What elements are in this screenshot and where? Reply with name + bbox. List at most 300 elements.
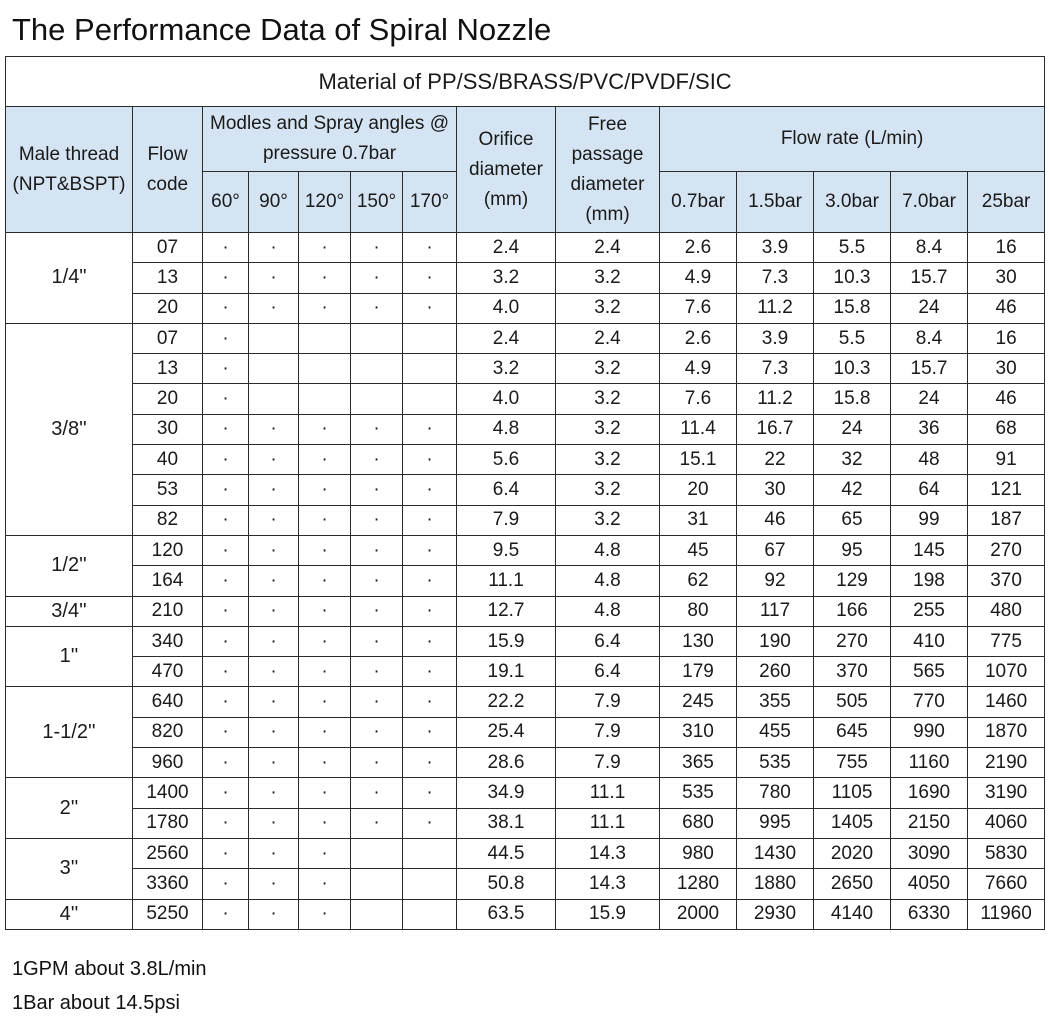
free-passage-cell: 3.2	[556, 475, 660, 505]
flow-rate-cell: 99	[891, 505, 968, 535]
flow-rate-cell: 16	[968, 323, 1045, 353]
table-row	[6, 233, 1045, 263]
spray-angle-dot: ·	[249, 748, 299, 778]
flow-rate-cell: 565	[891, 657, 968, 687]
free-passage-cell: 3.2	[556, 384, 660, 414]
spray-angle-dot: ·	[203, 566, 249, 596]
flow-rate-cell: 7.6	[660, 384, 737, 414]
free-passage-cell: 4.8	[556, 535, 660, 565]
flow-code-cell: 20	[133, 293, 203, 323]
orifice-diameter-cell: 63.5	[457, 899, 556, 929]
flow-rate-cell: 46	[737, 505, 814, 535]
flow-code-cell: 30	[133, 414, 203, 444]
spray-angle-empty	[249, 384, 299, 414]
flow-code-cell: 40	[133, 445, 203, 475]
flow-code-cell: 82	[133, 505, 203, 535]
free-passage-cell: 7.9	[556, 717, 660, 747]
flow-rate-cell: 980	[660, 838, 737, 868]
flow-rate-cell: 4.9	[660, 354, 737, 384]
spray-angle-dot: ·	[403, 293, 457, 323]
spray-angle-dot: ·	[203, 354, 249, 384]
footnote-bar: 1Bar about 14.5psi	[12, 992, 180, 1014]
flow-rate-cell: 15.7	[891, 354, 968, 384]
flow-rate-cell: 42	[814, 475, 891, 505]
flow-rate-cell: 31	[660, 505, 737, 535]
free-passage-cell: 3.2	[556, 445, 660, 475]
free-passage-cell: 3.2	[556, 293, 660, 323]
table-row	[6, 323, 1045, 353]
spray-angle-dot: ·	[351, 233, 403, 263]
flow-rate-cell: 36	[891, 414, 968, 444]
flow-rate-cell: 1070	[968, 657, 1045, 687]
spray-angle-dot: ·	[249, 869, 299, 899]
free-passage-cell: 2.4	[556, 233, 660, 263]
free-passage-header: Free passage diameter (mm)	[556, 107, 660, 233]
angle-header: 120°	[299, 172, 351, 233]
table-row	[6, 687, 1045, 717]
spray-angle-dot: ·	[299, 414, 351, 444]
flow-code-cell: 13	[133, 354, 203, 384]
spray-angle-dot: ·	[203, 808, 249, 838]
flow-rate-cell: 64	[891, 475, 968, 505]
flow-rate-cell: 166	[814, 596, 891, 626]
flow-rate-cell: 480	[968, 596, 1045, 626]
flow-rate-cell: 6330	[891, 899, 968, 929]
spray-angle-dot: ·	[249, 687, 299, 717]
models-angles-header: Modles and Spray angles @ pressure 0.7bar	[203, 107, 457, 172]
spray-angle-dot: ·	[351, 808, 403, 838]
flow-rate-cell: 7660	[968, 869, 1045, 899]
spray-angle-empty	[403, 323, 457, 353]
free-passage-cell: 3.2	[556, 505, 660, 535]
flow-code-cell: 164	[133, 566, 203, 596]
male-thread-cell: 1''	[6, 626, 133, 687]
spray-angle-empty	[299, 354, 351, 384]
male-thread-cell: 3/4''	[6, 596, 133, 626]
spray-angle-dot: ·	[351, 475, 403, 505]
orifice-diameter-cell: 25.4	[457, 717, 556, 747]
flow-code-cell: 53	[133, 475, 203, 505]
spray-angle-dot: ·	[249, 475, 299, 505]
flow-rate-cell: 7.6	[660, 293, 737, 323]
flow-rate-cell: 3090	[891, 838, 968, 868]
flow-rate-cell: 48	[891, 445, 968, 475]
flow-rate-cell: 92	[737, 566, 814, 596]
flow-rate-cell: 255	[891, 596, 968, 626]
spray-angle-dot: ·	[203, 505, 249, 535]
angle-header: 90°	[249, 172, 299, 233]
orifice-diameter-cell: 19.1	[457, 657, 556, 687]
spray-angle-dot: ·	[351, 657, 403, 687]
flow-rate-cell: 129	[814, 566, 891, 596]
flow-rate-cell: 179	[660, 657, 737, 687]
spray-angle-empty	[351, 899, 403, 929]
free-passage-cell: 11.1	[556, 808, 660, 838]
flow-rate-cell: 3.9	[737, 233, 814, 263]
spray-angle-dot: ·	[203, 293, 249, 323]
flow-rate-cell: 24	[891, 384, 968, 414]
orifice-diameter-cell: 50.8	[457, 869, 556, 899]
spray-angle-dot: ·	[299, 293, 351, 323]
free-passage-cell: 3.2	[556, 414, 660, 444]
flow-rate-cell: 22	[737, 445, 814, 475]
flow-rate-cell: 3190	[968, 778, 1045, 808]
spray-angle-dot: ·	[203, 748, 249, 778]
flow-rate-cell: 4140	[814, 899, 891, 929]
free-passage-cell: 14.3	[556, 838, 660, 868]
spray-angle-dot: ·	[249, 657, 299, 687]
flow-rate-cell: 2190	[968, 748, 1045, 778]
spray-angle-dot: ·	[203, 323, 249, 353]
spray-angle-dot: ·	[203, 717, 249, 747]
flow-rate-cell: 187	[968, 505, 1045, 535]
free-passage-cell: 4.8	[556, 596, 660, 626]
flow-code-cell: 20	[133, 384, 203, 414]
table-row	[6, 384, 1045, 414]
spray-angle-dot: ·	[299, 899, 351, 929]
flow-rate-cell: 2150	[891, 808, 968, 838]
spray-angle-dot: ·	[351, 263, 403, 293]
flow-rate-cell: 370	[968, 566, 1045, 596]
spray-angle-dot: ·	[351, 505, 403, 535]
male-thread-cell: 1/2''	[6, 535, 133, 596]
spray-angle-empty	[351, 869, 403, 899]
flow-rate-cell: 535	[737, 748, 814, 778]
flow-rate-cell: 24	[814, 414, 891, 444]
flow-rate-cell: 8.4	[891, 323, 968, 353]
flow-rate-cell: 32	[814, 445, 891, 475]
spray-angle-dot: ·	[403, 717, 457, 747]
table-row	[6, 535, 1045, 565]
flow-rate-cell: 16.7	[737, 414, 814, 444]
flow-rate-cell: 10.3	[814, 354, 891, 384]
orifice-diameter-cell: 2.4	[457, 323, 556, 353]
spray-angle-dot: ·	[403, 535, 457, 565]
flow-rate-cell: 65	[814, 505, 891, 535]
orifice-diameter-cell: 7.9	[457, 505, 556, 535]
free-passage-cell: 7.9	[556, 748, 660, 778]
spray-angle-dot: ·	[299, 596, 351, 626]
flow-rate-cell: 410	[891, 626, 968, 656]
flow-rate-cell: 121	[968, 475, 1045, 505]
table-row	[6, 414, 1045, 444]
flow-rate-cell: 11960	[968, 899, 1045, 929]
flow-rate-cell: 2650	[814, 869, 891, 899]
flow-code-header: Flow code	[133, 107, 203, 233]
flow-rate-cell: 1105	[814, 778, 891, 808]
flow-rate-cell: 4050	[891, 869, 968, 899]
spray-angle-dot: ·	[299, 505, 351, 535]
flow-code-cell: 5250	[133, 899, 203, 929]
spray-angle-dot: ·	[249, 566, 299, 596]
spray-angle-dot: ·	[249, 899, 299, 929]
flow-rate-cell: 770	[891, 687, 968, 717]
spray-angle-dot: ·	[249, 293, 299, 323]
flow-rate-cell: 10.3	[814, 263, 891, 293]
flow-rate-cell: 95	[814, 535, 891, 565]
flow-code-cell: 07	[133, 323, 203, 353]
angle-header: 60°	[203, 172, 249, 233]
orifice-diameter-cell: 11.1	[457, 566, 556, 596]
spray-angle-dot: ·	[299, 687, 351, 717]
flow-rate-cell: 5.5	[814, 233, 891, 263]
flow-rate-cell: 15.8	[814, 293, 891, 323]
flow-rate-cell: 20	[660, 475, 737, 505]
spray-angle-dot: ·	[299, 869, 351, 899]
spray-angle-dot: ·	[351, 717, 403, 747]
spray-angle-dot: ·	[203, 414, 249, 444]
flow-rate-cell: 46	[968, 293, 1045, 323]
flow-rate-cell: 775	[968, 626, 1045, 656]
footnote-gpm: 1GPM about 3.8L/min	[12, 958, 207, 980]
table-row	[6, 717, 1045, 747]
spray-angle-dot: ·	[299, 838, 351, 868]
flow-code-cell: 1400	[133, 778, 203, 808]
flow-rate-cell: 260	[737, 657, 814, 687]
male-thread-header: Male thread (NPT&BSPT)	[6, 107, 133, 233]
flow-rate-cell: 535	[660, 778, 737, 808]
spray-angle-dot: ·	[403, 657, 457, 687]
flow-rate-cell: 15.8	[814, 384, 891, 414]
pressure-header: 1.5bar	[737, 172, 814, 233]
free-passage-cell: 15.9	[556, 899, 660, 929]
spray-angle-dot: ·	[203, 263, 249, 293]
spray-angle-dot: ·	[203, 596, 249, 626]
flow-rate-cell: 198	[891, 566, 968, 596]
flow-rate-cell: 46	[968, 384, 1045, 414]
angle-header: 170°	[403, 172, 457, 233]
table-row	[6, 475, 1045, 505]
flow-rate-cell: 2.6	[660, 323, 737, 353]
table-row	[6, 899, 1045, 929]
spray-angle-dot: ·	[203, 657, 249, 687]
spray-angle-dot: ·	[203, 233, 249, 263]
flow-rate-cell: 1280	[660, 869, 737, 899]
pressure-header: 7.0bar	[891, 172, 968, 233]
spray-angle-dot: ·	[299, 263, 351, 293]
table-row	[6, 293, 1045, 323]
flow-code-cell: 2560	[133, 838, 203, 868]
flow-rate-cell: 130	[660, 626, 737, 656]
performance-table	[5, 56, 1045, 930]
spray-angle-dot: ·	[249, 626, 299, 656]
flow-rate-cell: 245	[660, 687, 737, 717]
flow-rate-cell: 24	[891, 293, 968, 323]
flow-rate-cell: 505	[814, 687, 891, 717]
orifice-diameter-cell: 22.2	[457, 687, 556, 717]
male-thread-cell: 4''	[6, 899, 133, 929]
spray-angle-empty	[403, 384, 457, 414]
orifice-diameter-cell: 4.0	[457, 293, 556, 323]
spray-angle-dot: ·	[299, 445, 351, 475]
flow-rate-cell: 11.4	[660, 414, 737, 444]
spray-angle-dot: ·	[249, 808, 299, 838]
flow-rate-cell: 15.1	[660, 445, 737, 475]
angle-header: 150°	[351, 172, 403, 233]
flow-code-cell: 13	[133, 263, 203, 293]
flow-rate-cell: 2930	[737, 899, 814, 929]
flow-rate-cell: 5.5	[814, 323, 891, 353]
spray-angle-dot: ·	[203, 838, 249, 868]
spray-angle-empty	[351, 323, 403, 353]
flow-rate-cell: 30	[737, 475, 814, 505]
orifice-diameter-cell: 44.5	[457, 838, 556, 868]
flow-rate-cell: 30	[968, 354, 1045, 384]
male-thread-cell: 1/4"	[6, 233, 133, 324]
spray-angle-empty	[403, 354, 457, 384]
flow-code-cell: 340	[133, 626, 203, 656]
spray-angle-dot: ·	[351, 293, 403, 323]
spray-angle-dot: ·	[249, 414, 299, 444]
male-thread-cell: 1-1/2''	[6, 687, 133, 778]
table-row	[6, 354, 1045, 384]
spray-angle-dot: ·	[299, 748, 351, 778]
spray-angle-dot: ·	[249, 778, 299, 808]
material-header: Material of PP/SS/BRASS/PVC/PVDF/SIC	[6, 57, 1045, 107]
free-passage-cell: 4.8	[556, 566, 660, 596]
spray-angle-dot: ·	[203, 626, 249, 656]
flow-rate-cell: 780	[737, 778, 814, 808]
table-row	[6, 748, 1045, 778]
spray-angle-dot: ·	[203, 778, 249, 808]
flow-rate-cell: 645	[814, 717, 891, 747]
spray-angle-dot: ·	[403, 748, 457, 778]
spray-angle-dot: ·	[351, 414, 403, 444]
table-row	[6, 626, 1045, 656]
flow-rate-cell: 16	[968, 233, 1045, 263]
spray-angle-empty	[351, 354, 403, 384]
spray-angle-dot: ·	[403, 263, 457, 293]
pressure-header: 0.7bar	[660, 172, 737, 233]
orifice-diameter-cell: 34.9	[457, 778, 556, 808]
flow-rate-cell: 11.2	[737, 293, 814, 323]
spray-angle-dot: ·	[203, 687, 249, 717]
flow-rate-cell: 7.3	[737, 354, 814, 384]
spray-angle-dot: ·	[203, 445, 249, 475]
flow-rate-cell: 1460	[968, 687, 1045, 717]
spray-angle-empty	[299, 384, 351, 414]
spray-angle-empty	[249, 354, 299, 384]
spray-angle-dot: ·	[299, 778, 351, 808]
table-row	[6, 808, 1045, 838]
spray-angle-dot: ·	[403, 596, 457, 626]
spray-angle-dot: ·	[403, 687, 457, 717]
flow-rate-cell: 1870	[968, 717, 1045, 747]
flow-rate-cell: 45	[660, 535, 737, 565]
pressure-header: 3.0bar	[814, 172, 891, 233]
flow-code-cell: 210	[133, 596, 203, 626]
flow-rate-cell: 11.2	[737, 384, 814, 414]
spray-angle-dot: ·	[249, 233, 299, 263]
spray-angle-dot: ·	[203, 475, 249, 505]
spray-angle-dot: ·	[351, 566, 403, 596]
spray-angle-dot: ·	[299, 626, 351, 656]
flow-rate-header: Flow rate (L/min)	[660, 107, 1045, 172]
flow-rate-cell: 270	[814, 626, 891, 656]
table-row	[6, 596, 1045, 626]
flow-rate-cell: 7.3	[737, 263, 814, 293]
flow-rate-cell: 1430	[737, 838, 814, 868]
flow-rate-cell: 995	[737, 808, 814, 838]
orifice-diameter-cell: 4.0	[457, 384, 556, 414]
table-body	[6, 233, 1045, 930]
spray-angle-empty	[403, 899, 457, 929]
flow-rate-cell: 8.4	[891, 233, 968, 263]
spray-angle-dot: ·	[403, 233, 457, 263]
flow-code-cell: 640	[133, 687, 203, 717]
spray-angle-dot: ·	[203, 869, 249, 899]
orifice-diameter-cell: 38.1	[457, 808, 556, 838]
spray-angle-dot: ·	[351, 596, 403, 626]
flow-code-cell: 07	[133, 233, 203, 263]
flow-rate-cell: 1160	[891, 748, 968, 778]
spray-angle-dot: ·	[403, 505, 457, 535]
flow-rate-cell: 2000	[660, 899, 737, 929]
flow-code-cell: 470	[133, 657, 203, 687]
flow-rate-cell: 80	[660, 596, 737, 626]
spray-angle-empty	[351, 838, 403, 868]
spray-angle-dot: ·	[203, 899, 249, 929]
spray-angle-dot: ·	[249, 445, 299, 475]
flow-rate-cell: 1405	[814, 808, 891, 838]
spray-angle-dot: ·	[299, 717, 351, 747]
spray-angle-empty	[403, 869, 457, 899]
spray-angle-dot: ·	[203, 384, 249, 414]
spray-angle-dot: ·	[403, 566, 457, 596]
spray-angle-dot: ·	[403, 414, 457, 444]
spray-angle-dot: ·	[351, 687, 403, 717]
spray-angle-empty	[403, 838, 457, 868]
free-passage-cell: 6.4	[556, 657, 660, 687]
male-thread-cell: 3''	[6, 838, 133, 899]
pressure-header: 25bar	[968, 172, 1045, 233]
flow-rate-cell: 5830	[968, 838, 1045, 868]
flow-rate-cell: 355	[737, 687, 814, 717]
free-passage-cell: 3.2	[556, 263, 660, 293]
male-thread-cell: 2''	[6, 778, 133, 839]
spray-angle-dot: ·	[299, 233, 351, 263]
spray-angle-dot: ·	[299, 475, 351, 505]
flow-rate-cell: 1690	[891, 778, 968, 808]
spray-angle-dot: ·	[203, 535, 249, 565]
flow-rate-cell: 117	[737, 596, 814, 626]
flow-rate-cell: 30	[968, 263, 1045, 293]
spray-angle-dot: ·	[299, 535, 351, 565]
flow-rate-cell: 91	[968, 445, 1045, 475]
flow-rate-cell: 680	[660, 808, 737, 838]
flow-rate-cell: 270	[968, 535, 1045, 565]
table-row	[6, 566, 1045, 596]
flow-rate-cell: 455	[737, 717, 814, 747]
page-title: The Performance Data of Spiral Nozzle	[12, 12, 552, 47]
orifice-diameter-cell: 3.2	[457, 263, 556, 293]
spray-angle-dot: ·	[403, 808, 457, 838]
flow-rate-cell: 2020	[814, 838, 891, 868]
orifice-diameter-cell: 4.8	[457, 414, 556, 444]
male-thread-cell: 3/8''	[6, 323, 133, 535]
flow-code-cell: 820	[133, 717, 203, 747]
spray-angle-dot: ·	[249, 838, 299, 868]
spray-angle-dot: ·	[299, 657, 351, 687]
orifice-diameter-cell: 6.4	[457, 475, 556, 505]
flow-rate-cell: 4060	[968, 808, 1045, 838]
flow-rate-cell: 3.9	[737, 323, 814, 353]
table-row	[6, 505, 1045, 535]
table-row	[6, 869, 1045, 899]
free-passage-cell: 2.4	[556, 323, 660, 353]
flow-rate-cell: 145	[891, 535, 968, 565]
spray-angle-empty	[351, 384, 403, 414]
